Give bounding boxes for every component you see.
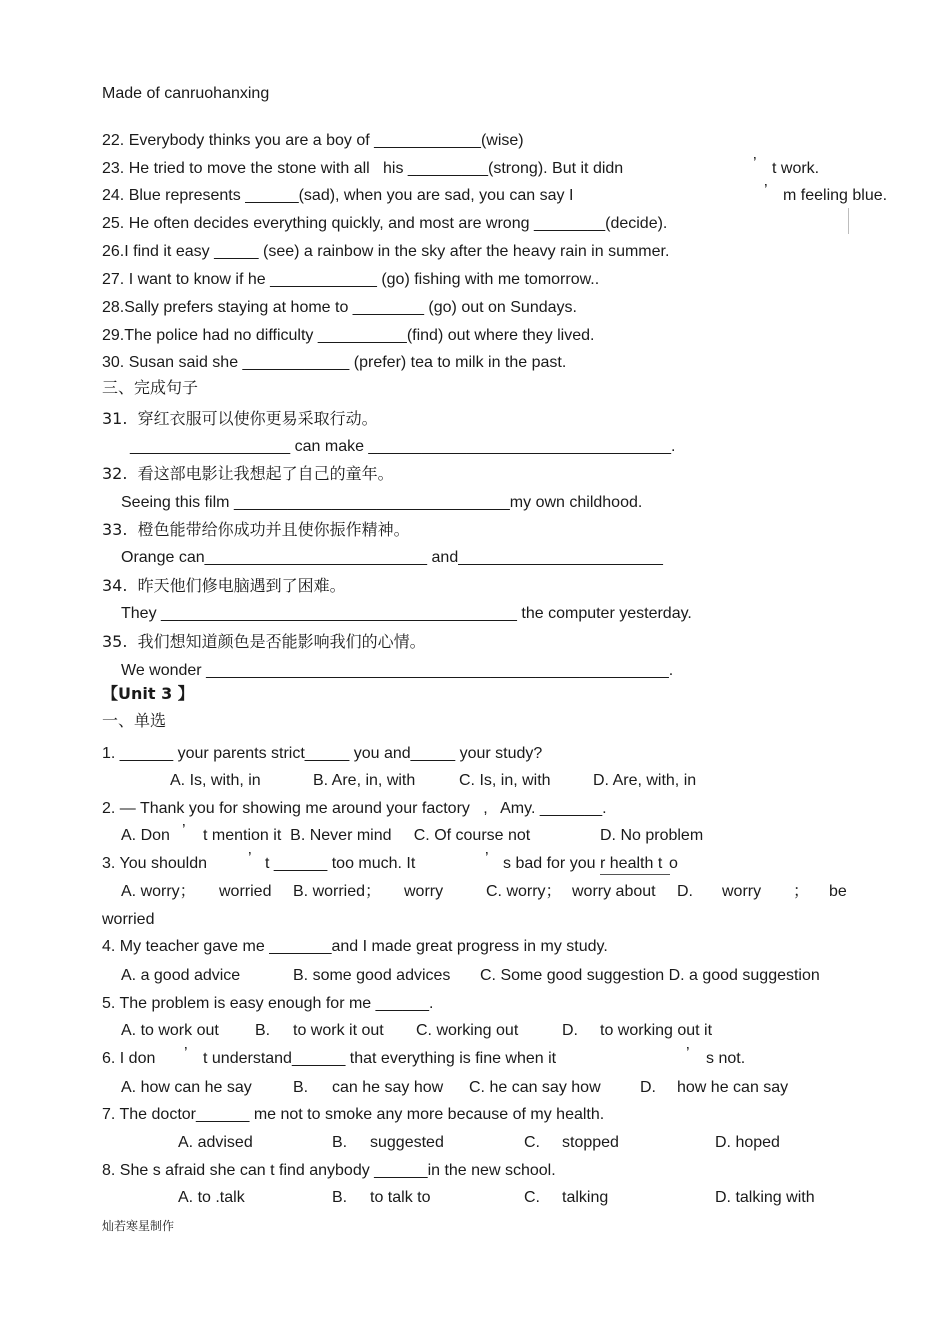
mc-8-option-b-label: B. (332, 1189, 348, 1206)
mc-heading: 一、单选 (102, 711, 167, 730)
mc-4-option-b: B. some good advices (293, 967, 451, 984)
mc-2-option-a: A. Don (121, 827, 170, 844)
mc-question-7: 7. The doctor______ me not to smoke any more because of my health. (102, 1106, 605, 1123)
mc-3-apostrophe-2: ’ (485, 850, 489, 867)
mc-7-option-b-label: B. (332, 1134, 348, 1151)
mc-4-option-a: A. a good advice (121, 967, 241, 984)
mc-2-apostrophe: ’ (182, 822, 186, 839)
mc-7-option-d: D. hoped (715, 1134, 780, 1151)
question-28: 28.Sally prefers staying at home to ________ (go) out on Sundays. (102, 299, 577, 316)
question-32-en: Seeing this film _______________________________my own childhood. (121, 494, 643, 511)
mc-question-6-end: s not. (706, 1050, 746, 1067)
mc-question-6-mid: t understand______ that everything is fine when it (203, 1050, 557, 1067)
question-23-end: t work. (772, 160, 820, 177)
mc-1-option-a: A. Is, with, in (170, 772, 261, 789)
section-3-heading: 三、完成句子 (102, 378, 199, 397)
question-31-cn: 31. 穿红衣服可以使你更易采取行动。 (102, 409, 378, 428)
question-29: 29.The police had no difficulty __________(find) out where they lived. (102, 327, 595, 344)
mc-8-option-c-label: C. (524, 1189, 540, 1206)
mc-6-option-b: can he say how (332, 1079, 444, 1096)
mc-3-option-c: C. worry； (486, 883, 562, 900)
mc-3-option-a: A. worry； (121, 883, 196, 900)
question-24-end: m feeling blue. (783, 187, 888, 204)
mc-7-option-c-label: C. (524, 1134, 540, 1151)
mc-1-option-d: D. Are, with, in (593, 772, 697, 789)
mc-5-option-d: to working out it (600, 1022, 713, 1039)
mc-7-option-c: stopped (562, 1134, 619, 1151)
page-header: Made of canruohanxing (102, 85, 270, 102)
mc-question-2: 2. — Thank you for showing me around your factory , Amy. _______. (102, 800, 607, 817)
unit-heading: 【Unit 3 】 (102, 684, 194, 703)
question-33-cn: 33. 橙色能带给你成功并且使你振作精神。 (102, 520, 410, 539)
mc-question-3-end: s bad for you (503, 855, 596, 872)
mc-6-option-d-label: D. (640, 1079, 656, 1096)
question-27: 27. I want to know if he ____________ (go) fishing with me tomorrow.. (102, 271, 600, 288)
mc-8-option-a: A. to .talk (178, 1189, 245, 1206)
page-footer: 灿若寒星制作 (102, 1219, 175, 1233)
question-34-en: They ________________________________________ the computer yesterday. (121, 605, 692, 622)
mc-question-5: 5. The problem is easy enough for me ______. (102, 995, 434, 1012)
mc-5-option-d-label: D. (562, 1022, 578, 1039)
mc-6-option-c: C. he can say how (469, 1079, 601, 1096)
mc-3-option-d-2: worry (722, 883, 762, 900)
mc-question-3-start: 3. You shouldn (102, 855, 207, 872)
mc-question-8: 8. She s afraid she can t find anybody ______in the new school. (102, 1162, 556, 1179)
margin-rule (848, 208, 849, 234)
mc-2-option-bc: t mention it B. Never mind C. Of course not (203, 827, 531, 844)
question-25: 25. He often decides everything quickly, and most are wrong ________(decide). (102, 215, 668, 232)
question-24: 24. Blue represents ______(sad), when you are sad, you can say I (102, 187, 574, 204)
mc-8-option-b: to talk to (370, 1189, 431, 1206)
mc-3-option-c-2: worry about (572, 883, 656, 900)
mc-6-apostrophe-2: ’ (686, 1045, 690, 1062)
question-30: 30. Susan said she ____________ (prefer) tea to milk in the past. (102, 354, 567, 371)
mc-4-option-cd: C. Some good suggestion D. a good suggestion (480, 967, 820, 984)
mc-3-option-d-4: worried (102, 911, 155, 928)
question-31-en: __________________ can make __________________________________. (130, 438, 676, 455)
question-24-apostrophe: ’ (764, 182, 768, 199)
mc-7-option-a: A. advised (178, 1134, 253, 1151)
mc-5-option-c: C. working out (416, 1022, 519, 1039)
mc-question-3-last: o (669, 855, 678, 872)
mc-3-apostrophe-1: ’ (248, 850, 252, 867)
mc-3-option-d-sep: ； (793, 883, 810, 900)
mc-1-option-b: B. Are, in, with (313, 772, 416, 789)
underline-mark (600, 874, 670, 875)
mc-3-option-b-2: worry (404, 883, 444, 900)
question-34-cn: 34. 昨天他们修电脑遇到了困难。 (102, 576, 346, 595)
mc-1-option-c: C. Is, in, with (459, 772, 551, 789)
mc-5-option-a: A. to work out (121, 1022, 219, 1039)
question-23-apostrophe: ’ (753, 155, 757, 172)
mc-8-option-d: D. talking with (715, 1189, 815, 1206)
mc-2-option-d: D. No problem (600, 827, 704, 844)
question-26: 26.I find it easy _____ (see) a rainbow in the sky after the heavy rain in summer. (102, 243, 670, 260)
mc-5-option-b-label: B. (255, 1022, 271, 1039)
question-35-en: We wonder ____________________________________________________. (121, 662, 674, 679)
mc-5-option-b: to work it out (293, 1022, 384, 1039)
question-22: 22. Everybody thinks you are a boy of ____________(wise) (102, 132, 524, 149)
mc-3-option-b: B. worried； (293, 883, 382, 900)
mc-6-option-a: A. how can he say (121, 1079, 252, 1096)
mc-question-1: 1. ______ your parents strict_____ you and_____ your study? (102, 745, 543, 762)
question-32-cn: 32. 看这部电影让我想起了自己的童年。 (102, 464, 394, 483)
mc-question-3-mid: t ______ too much. It (265, 855, 416, 872)
mc-question-6-start: 6. I don (102, 1050, 156, 1067)
mc-question-4: 4. My teacher gave me _______and I made great progress in my study. (102, 938, 608, 955)
question-33-en: Orange can_________________________ and_______________________ (121, 549, 663, 566)
mc-3-option-d: D. (677, 883, 693, 900)
mc-6-apostrophe-1: ’ (184, 1045, 188, 1062)
question-35-cn: 35. 我们想知道颜色是否能影响我们的心情。 (102, 632, 426, 651)
mc-6-option-b-label: B. (293, 1079, 309, 1096)
mc-6-option-d: how he can say (677, 1079, 789, 1096)
mc-question-3-underlined: r health t (600, 855, 663, 872)
mc-3-option-a-2: worried (219, 883, 272, 900)
mc-3-option-d-3: be (829, 883, 847, 900)
question-23: 23. He tried to move the stone with all his _________(strong). But it didn (102, 160, 624, 177)
mc-8-option-c: talking (562, 1189, 609, 1206)
mc-7-option-b: suggested (370, 1134, 444, 1151)
